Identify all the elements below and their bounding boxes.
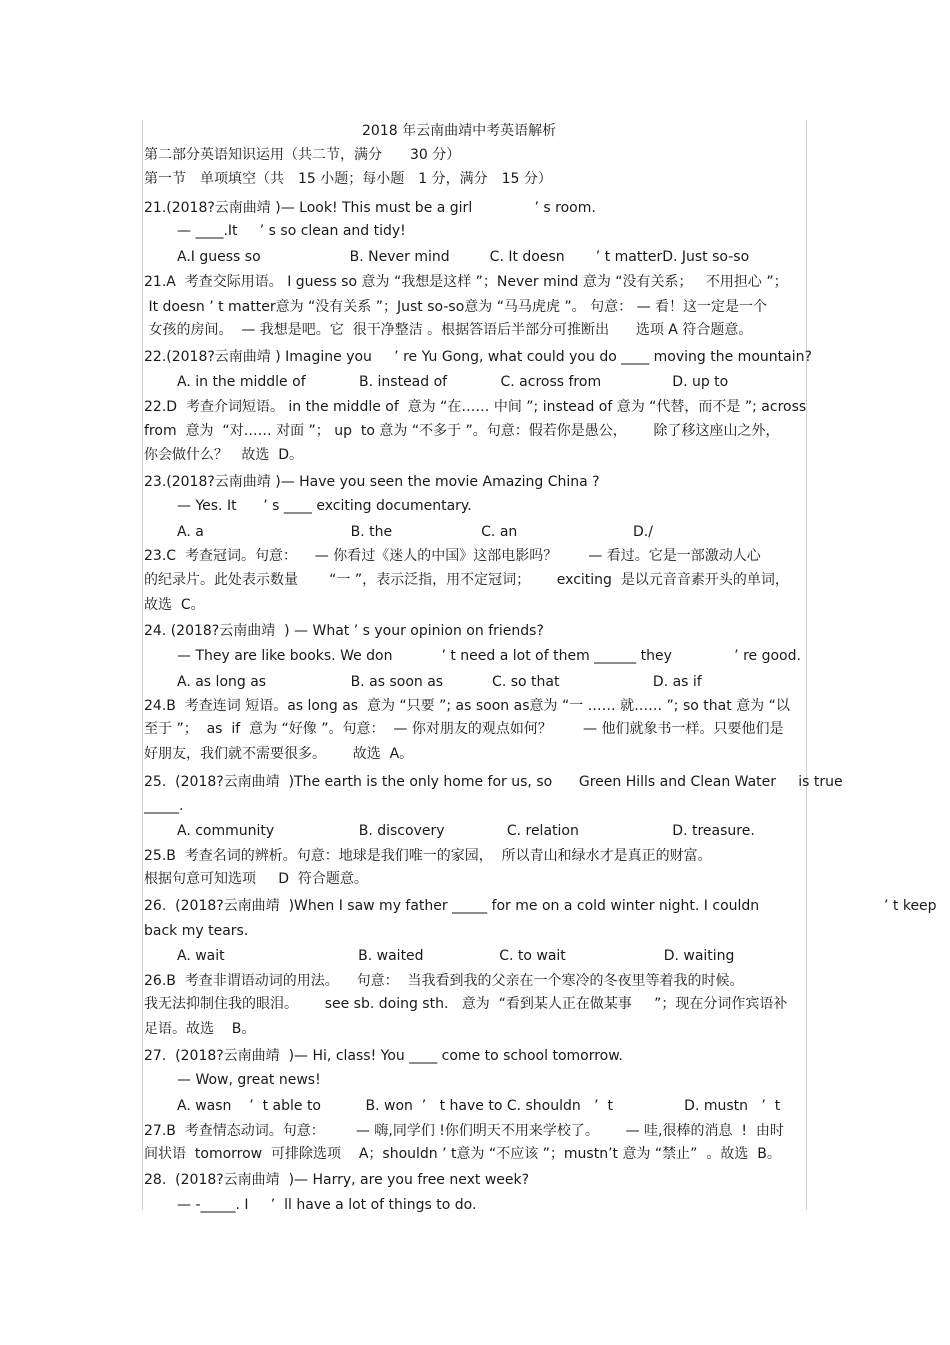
question-27-reply: — Wow, great news! <box>177 1072 321 1088</box>
question-23-reply: — Yes. It ’ s ____ exciting documentary. <box>177 498 472 514</box>
answer-26-line-1: 26.B 考查非谓语动词的用法。 句意： 当我看到我的父亲在一个寒冷的冬夜里等着我的时候。 <box>144 973 744 989</box>
answer-24-line-1: 24.B 考查连词 短语。as long as 意为 “只要 ”; as soon as意为 “一 …… 就…… ”; so that 意为 “以 <box>144 698 790 714</box>
answer-25-line-1: 25.B 考查名词的辨析。句意：地球是我们唯一的家园， 所以青山和绿水才是真正的财富。 <box>144 848 712 864</box>
question-28-reply: — -_____. I ’ ll have a lot of things to do. <box>177 1197 477 1213</box>
answer-24-line-3: 好朋友，我们就不需要很多。 故选 A。 <box>144 746 414 762</box>
question-25-options: A. community B. discovery C. relation D. treasure. <box>177 823 755 839</box>
section-heading: 第一节 单项填空（共 15 小题；每小题 1 分，满分 15 分） <box>144 171 552 187</box>
question-28: 28. (2018?云南曲靖 )— Harry, are you free next week? <box>144 1172 530 1188</box>
question-22-options: A. in the middle of B. instead of C. across from D. up to <box>177 374 729 390</box>
question-22: 22.(2018?云南曲靖 ) Imagine you ’ re Yu Gong, what could you do ____ moving the mountain? <box>144 349 812 365</box>
question-25-blank: _____. <box>144 798 184 814</box>
question-23-options: A. a B. the C. an D./ <box>177 524 653 540</box>
answer-22-line-3: 你会做什么？ 故选 D。 <box>144 447 304 463</box>
question-26-options: A. wait B. waited C. to wait D. waiting <box>177 948 735 964</box>
question-27-options: A. wasn ’ t able to B. won ’ t have to C. shouldn ’ t D. mustn ’ t <box>177 1098 781 1114</box>
answer-21-line-2: It doesn ’ t matter意为 “没有关系 ”；Just so-so意为 “马马虎虎 ”。 句意： — 看！这一定是一个 <box>144 299 768 315</box>
question-21-options: A.I guess so B. Never mind C. It doesn ’ t matterD. Just so-so <box>177 249 750 265</box>
answer-23-line-1: 23.C 考查冠词。句意： — 你看过《迷人的中国》这部电影吗？ — 看过。它是一部激动人心 <box>144 548 761 564</box>
question-21: 21.(2018?云南曲靖 )— Look! This must be a girl ’ s room. <box>144 200 596 216</box>
question-24: 24. (2018?云南曲靖 ) — What ’ s your opinion on friends? <box>144 623 544 639</box>
answer-25-line-2: 根据句意可知选项 D 符合题意。 <box>144 871 368 887</box>
answer-23-line-2: 的纪录片。此处表示数量 “一 ”，表示泛指，用不定冠词； exciting 是以元音音素开头的单词， <box>144 572 789 588</box>
answer-27-line-2: 间状语 tomorrow 可排除选项 A；shouldn ’ t意为 “不应该 ”；mustn’t 意为 “禁止” 。故选 B。 <box>144 1146 781 1162</box>
answer-22-line-1: 22.D 考查介词短语。 in the middle of 意为 “在…… 中间 ”; instead of 意为 “代替，而不是 ”; across <box>144 399 807 415</box>
answer-23-line-3: 故选 C。 <box>144 597 205 613</box>
part-heading: 第二部分英语知识运用（共二节，满分 30 分） <box>144 147 461 163</box>
page-title: 2018 年云南曲靖中考英语解析 <box>362 123 557 139</box>
question-25: 25. (2018?云南曲靖 )The earth is the only home for us, so Green Hills and Clean Water is true <box>144 774 843 790</box>
question-27: 27. (2018?云南曲靖 )— Hi, class! You ____ come to school tomorrow. <box>144 1048 623 1064</box>
question-26: 26. (2018?云南曲靖 )When I saw my father _____ for me on a cold winter night. I couldn <box>144 898 760 914</box>
question-23: 23.(2018?云南曲靖 )— Have you seen the movie Amazing China ? <box>144 474 600 490</box>
answer-26-line-2: 我无法抑制住我的眼泪。 see sb. doing sth. 意为 “看到某人正在做某事 ”；现在分词作宾语补 <box>144 996 788 1012</box>
question-24-reply: — They are like books. We don ’ t need a lot of them ______ they ’ re good. <box>177 648 801 664</box>
answer-21-line-3: 女孩的房间。 — 我想是吧。它 很干净整洁 。根据答语后半部分可推断出 选项 A 符合题意。 <box>144 322 753 338</box>
answer-21-line-1: 21.A 考查交际用语。 I guess so 意为 “我想是这样 ”；Never mind 意为 “没有关系； 不用担心 ”； <box>144 274 788 290</box>
answer-26-line-3: 足语。故选 B。 <box>144 1021 256 1037</box>
answer-24-line-2: 至于 ”； as if 意为 “好像 ”。句意： — 你对朋友的观点如何？ — 他们就象书一样。只要他们是 <box>144 721 784 737</box>
question-26-continued: back my tears. <box>144 923 249 939</box>
answer-27-line-1: 27.B 考查情态动词。句意： — 嗨,同学们 !你们明天不用来学校了。 — 哇,很棒的消息 ! 由时 <box>144 1123 784 1139</box>
page-border-left <box>142 120 143 1210</box>
question-26-overflow: ’ t keep <box>884 898 937 914</box>
question-24-options: A. as long as B. as soon as C. so that D. as if <box>177 674 702 690</box>
answer-22-line-2: from 意为 “对…… 对面 ”； up to 意为 “不多于 ”。句意：假若你是愚公， 除了移这座山之外， <box>144 423 780 439</box>
question-21-reply: — ____.It ’ s so clean and tidy! <box>177 223 406 239</box>
page-border-right <box>806 120 807 1210</box>
